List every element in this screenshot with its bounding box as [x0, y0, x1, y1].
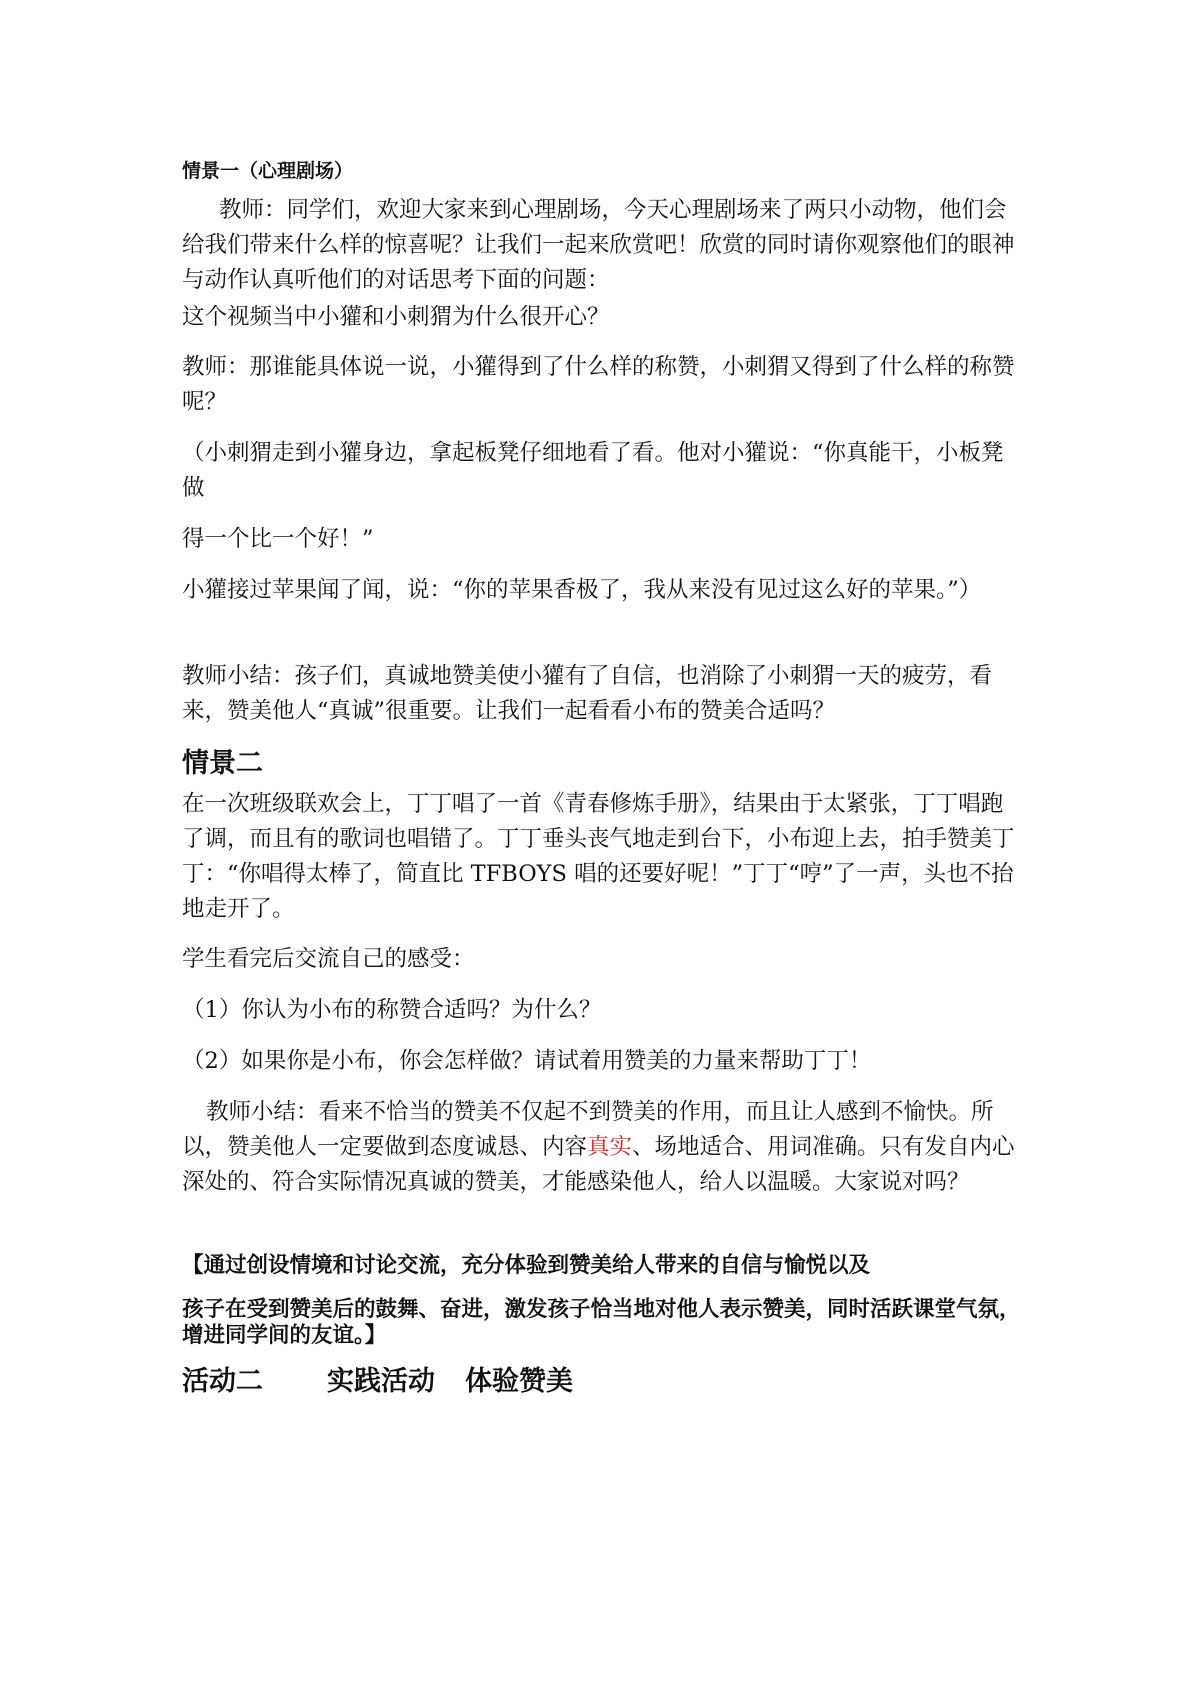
scene2-summary-text-b: 、场地适合、用词准确。只有发自内心深处的、符合实际情况真诚的赞美，才能感染他人，给人以温暖。大家说对吗？ [182, 1134, 1015, 1195]
scene1-teacher-intro: 教师：同学们，欢迎大家来到心理剧场，今天心理剧场来了两只小动物，他们会给我们带来什么样的惊喜呢？让我们一起来欣赏吧！欣赏的同时请你观察他们的眼神与动作认真听他们的对话思考下面的问题： [182, 197, 1015, 293]
scene1-summary: 教师小结：孩子们，真诚地赞美使小獾有了自信，也消除了小刺猬一天的疲劳，看来，赞美他人“真诚”很重要。让我们一起看看小布的赞美合适吗？ [182, 663, 993, 724]
scene2-story: 在一次班级联欢会上，丁丁唱了一首《青春修炼手册》，结果由于太紧张，丁丁唱跑了调，而且有的歌词也唱错了。丁丁垂头丧气地走到台下，小布迎上去，拍手赞美丁丁：“你唱得太棒了，简直比 TFBOYS 唱的还要好呢！”丁丁“哼”了一声，头也不抬地走开了。 [182, 791, 1015, 922]
scene2-heading: 情景二 [182, 748, 263, 779]
scene2-question-2: （2）如果你是小布，你会怎样做？请试着用赞美的力量来帮助丁丁！ [182, 1048, 872, 1074]
scene1-dialogue-3: 小獾接过苹果闻了闻，说：“你的苹果香极了，我从来没有见过这么好的苹果。”） [182, 577, 982, 603]
activity2-heading [182, 1363, 1022, 1401]
scene1-dialogue-1: （小刺猬走到小獾身边，拿起板凳仔细地看了看。他对小獾说：“你真能干，小板凳做 [182, 440, 1004, 501]
scene1-dialogue-2: 得一个比一个好！” [182, 526, 374, 552]
design-note-line-2: 孩子在受到赞美后的鼓舞、奋进，激发孩子恰当地对他人表示赞美，同时活跃课堂气氛，增进同学间的友谊。】 [182, 1297, 1021, 1348]
scene2-question-1: （1）你认为小布的称赞合适吗？为什么？ [182, 997, 602, 1023]
scene1-question: 这个视频当中小獾和小刺猬为什么很开心？ [182, 304, 610, 330]
scene2-summary-text-a: 教师小结：看来不恰当的赞美不仅起不到赞美的作用，而且让人感到不愉快。所以，赞美他人一定要做到态度诚恳、内容 [182, 1099, 994, 1160]
activity2-title: 实践活动 [327, 1366, 435, 1397]
scene2-summary [182, 1095, 1022, 1200]
activity2-label: 活动二 [182, 1366, 263, 1397]
scene1-teacher-ask: 教师：那谁能具体说一说，小獾得到了什么样的称赞，小刺猬又得到了什么样的称赞呢？ [182, 354, 1015, 415]
scene2-prompt: 学生看完后交流自己的感受： [182, 946, 475, 972]
design-note-line-1: 【通过创设情境和讨论交流，充分体验到赞美给人带来的自信与愉悦以及 [182, 1253, 871, 1278]
activity2-subtitle: 体验赞美 [465, 1366, 573, 1397]
scene1-heading: 情景一（心理剧场） [182, 160, 354, 182]
scene2-summary-highlight: 真实 [587, 1134, 633, 1160]
